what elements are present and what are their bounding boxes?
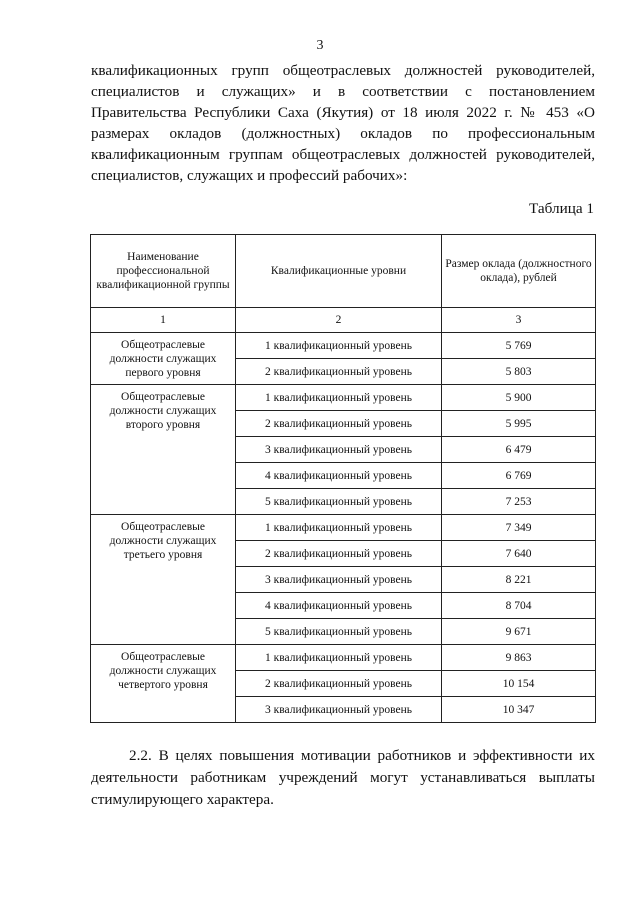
table-row — [91, 333, 596, 359]
header-salary: Размер оклада (должностного оклада), рублей — [442, 235, 596, 308]
column-number: 3 — [442, 308, 596, 333]
table-row — [91, 385, 596, 411]
level-cell: 1 квалификационный уровень — [236, 333, 442, 359]
salary-cell: 5 900 — [442, 385, 596, 411]
salary-cell: 6 769 — [442, 463, 596, 489]
level-cell: 3 квалификационный уровень — [236, 697, 442, 723]
salary-cell: 5 769 — [442, 333, 596, 359]
salary-cell: 10 347 — [442, 697, 596, 723]
header-group-name: Наименование профессиональной квалификационной группы — [91, 235, 236, 308]
column-number-row — [91, 308, 596, 333]
salary-cell: 10 154 — [442, 671, 596, 697]
group-name-cell: Общеотраслевые должности служащих второго уровня — [91, 385, 236, 515]
level-cell: 2 квалификационный уровень — [236, 359, 442, 385]
level-cell: 4 квалификационный уровень — [236, 463, 442, 489]
column-number: 2 — [236, 308, 442, 333]
table-row — [91, 515, 596, 541]
salary-cell: 5 803 — [442, 359, 596, 385]
paragraph-2-2: 2.2. В целях повышения мотивации работников и эффективности их деятельности работникам учреждений могут устанавливаться выплаты стимулирующего характера. — [91, 747, 595, 808]
salary-cell: 8 221 — [442, 567, 596, 593]
group-name-cell: Общеотраслевые должности служащих первого уровня — [91, 333, 236, 385]
header-levels: Квалификационные уровни — [236, 235, 442, 308]
table-header-row — [91, 235, 596, 308]
group-name-cell: Общеотраслевые должности служащих третьего уровня — [91, 515, 236, 645]
page-number: 3 — [316, 38, 324, 53]
level-cell: 2 квалификационный уровень — [236, 541, 442, 567]
level-cell: 2 квалификационный уровень — [236, 671, 442, 697]
table-label: Таблица 1 — [529, 200, 594, 217]
salary-cell: 9 863 — [442, 645, 596, 671]
salary-cell: 7 349 — [442, 515, 596, 541]
level-cell: 5 квалификационный уровень — [236, 619, 442, 645]
column-number: 1 — [91, 308, 236, 333]
salary-cell: 9 671 — [442, 619, 596, 645]
salary-cell: 5 995 — [442, 411, 596, 437]
level-cell: 3 квалификационный уровень — [236, 437, 442, 463]
salary-cell: 6 479 — [442, 437, 596, 463]
salary-cell: 7 253 — [442, 489, 596, 515]
salary-table — [90, 234, 596, 723]
level-cell: 1 квалификационный уровень — [236, 385, 442, 411]
salary-cell: 7 640 — [442, 541, 596, 567]
level-cell: 1 квалификационный уровень — [236, 515, 442, 541]
intro-paragraph: квалификационных групп общеотраслевых должностей руководителей, специалистов и служащих» и в соответствии с постановлением Правительства Республики Саха (Якутия) от 18 июля 2022 г. № 453 «О размерах окладов (должностных) окладов по профессиональным квалификационным группам общеотраслевых должностей руководителей, специалистов, служащих и профессий рабочих»: — [91, 62, 595, 184]
level-cell: 2 квалификационный уровень — [236, 411, 442, 437]
level-cell: 5 квалификационный уровень — [236, 489, 442, 515]
level-cell: 4 квалификационный уровень — [236, 593, 442, 619]
group-name-cell: Общеотраслевые должности служащих четвертого уровня — [91, 645, 236, 723]
level-cell: 3 квалификационный уровень — [236, 567, 442, 593]
level-cell: 1 квалификационный уровень — [236, 645, 442, 671]
table-row — [91, 645, 596, 671]
salary-cell: 8 704 — [442, 593, 596, 619]
